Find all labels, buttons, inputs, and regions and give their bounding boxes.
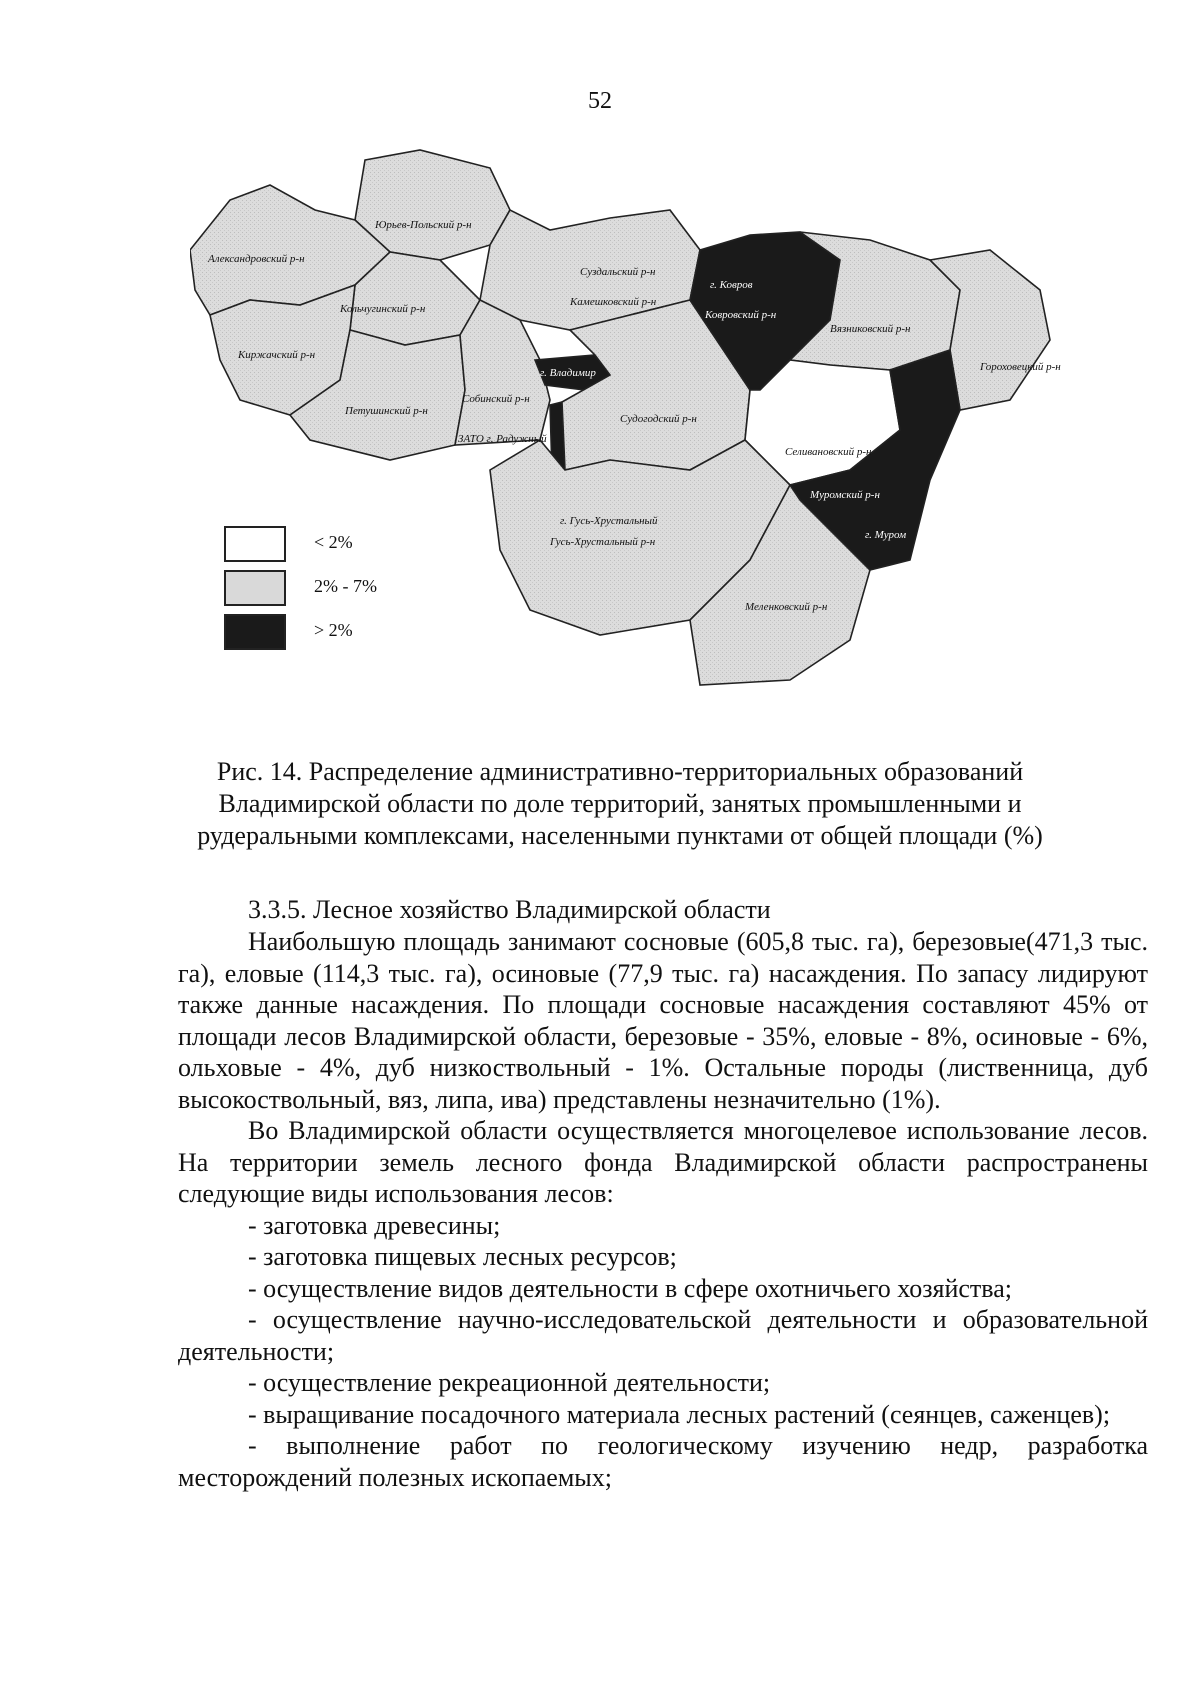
main-text [178,894,1148,1493]
map-label-vladimir-city: г. Владимир [540,367,596,379]
list-item-2: - заготовка пищевых лесных ресурсов; [248,1242,677,1271]
map-label-aleksandrovsky: Александровский р-н [208,253,305,265]
map-label-kovrovsky: Ковровский р-н [705,309,777,321]
list-item-6: - выращивание посадочного материала лесных растений (сеянцев, саженцев); [248,1399,1111,1429]
map-label-murom-city: г. Муром [865,529,907,541]
section-heading: 3.3.5. Лесное хозяйство Владимирской области [248,895,771,924]
map-label-gus-district: Гусь-Хрустальный р-н [550,536,656,548]
map-label-muromsky: Муромский р-н [810,489,880,501]
list-item-4: - осуществление научно-исследовательской деятельности и образовательной деятельности; [178,1305,1148,1366]
legend-swatch-mid [224,570,286,606]
map-label-sudogodsky: Судогодский р-н [620,413,697,425]
legend-swatch-high [224,614,286,650]
map-label-selivanovsky: Селивановский р-н [785,446,872,458]
map-label-gus-city: г. Гусь-Хрустальный [560,515,658,527]
legend-item-low [224,526,424,566]
map-label-vyaznikovsky: Вязниковский р-н [830,323,911,335]
map-label-raduzhny: ЗАТО г. Радужный [458,433,547,445]
paragraph-1: Наибольшую площадь занимают сосновые (605,8 тыс. га), березовые(471,3 тыс. га), еловые (114,3 тыс. га), осиновые (77,9 тыс. га) насаждения. По запасу лидируют также данные насаждения. По площади сосновые насаждения составляют 45% от площади лесов Владимирской области, березовые - 35%, еловые - 8%, осиновые - 6%, ольховые - 4%, дуб низкоствольный - 1%. Остальные породы (лиственница, дуб высокоствольный, вяз, липа, ива) представлены незначительно (1%). [178,927,1148,1114]
paragraph-2: Во Владимирской области осуществляется многоцелевое использование лесов. На территории земель лесного фонда Владимирской области распространены следующие виды использования лесов: [178,1116,1148,1208]
map-svg [190,140,1150,760]
map-label-melenkovsky: Меленковский р-н [745,601,828,613]
legend-label-low: < 2% [314,532,353,552]
map-label-petushinsky: Петушинский р-н [345,405,428,417]
legend-label-mid: 2% - 7% [314,576,377,596]
list-item-3: - осуществление видов деятельности в сфере охотничьего хозяйства; [248,1273,1012,1303]
list-item-1: - заготовка древесины; [248,1210,501,1240]
map-label-gorokhovetsky: Гороховецкий р-н [980,361,1061,373]
map-label-kolchuginsky: Кольчугинский р-н [340,303,426,315]
regional-map [190,140,1150,760]
map-label-kirzhachsky: Киржачский р-н [238,349,316,361]
map-legend [224,526,424,666]
legend-swatch-low [224,526,286,562]
legend-item-high [224,614,424,654]
legend-item-mid [224,570,424,610]
map-label-sobinsky: Собинский р-н [462,393,530,405]
map-label-suzdalsky: Суздальский р-н [580,266,656,278]
page-number: 52 [588,88,612,114]
legend-label-high: > 2% [314,620,353,640]
list-item-5: - осуществление рекреационной деятельности; [248,1368,771,1397]
map-label-yuryev-polsky: Юрьев-Польский р-н [375,219,472,231]
figure-caption: Рис. 14. Распределение административно-территориальных образований Владимирской области по доле территорий, занятых промышленными и рудеральными комплексами, населенными пунктами от общей площади (%) [197,757,1043,850]
map-label-kameshkovsky: Камешковский р-н [570,296,657,308]
list-item-7: - выполнение работ по геологическому изучению недр, разработка месторождений полезных ископаемых; [178,1431,1148,1492]
map-label-kovrov-city: г. Ковров [710,279,753,291]
